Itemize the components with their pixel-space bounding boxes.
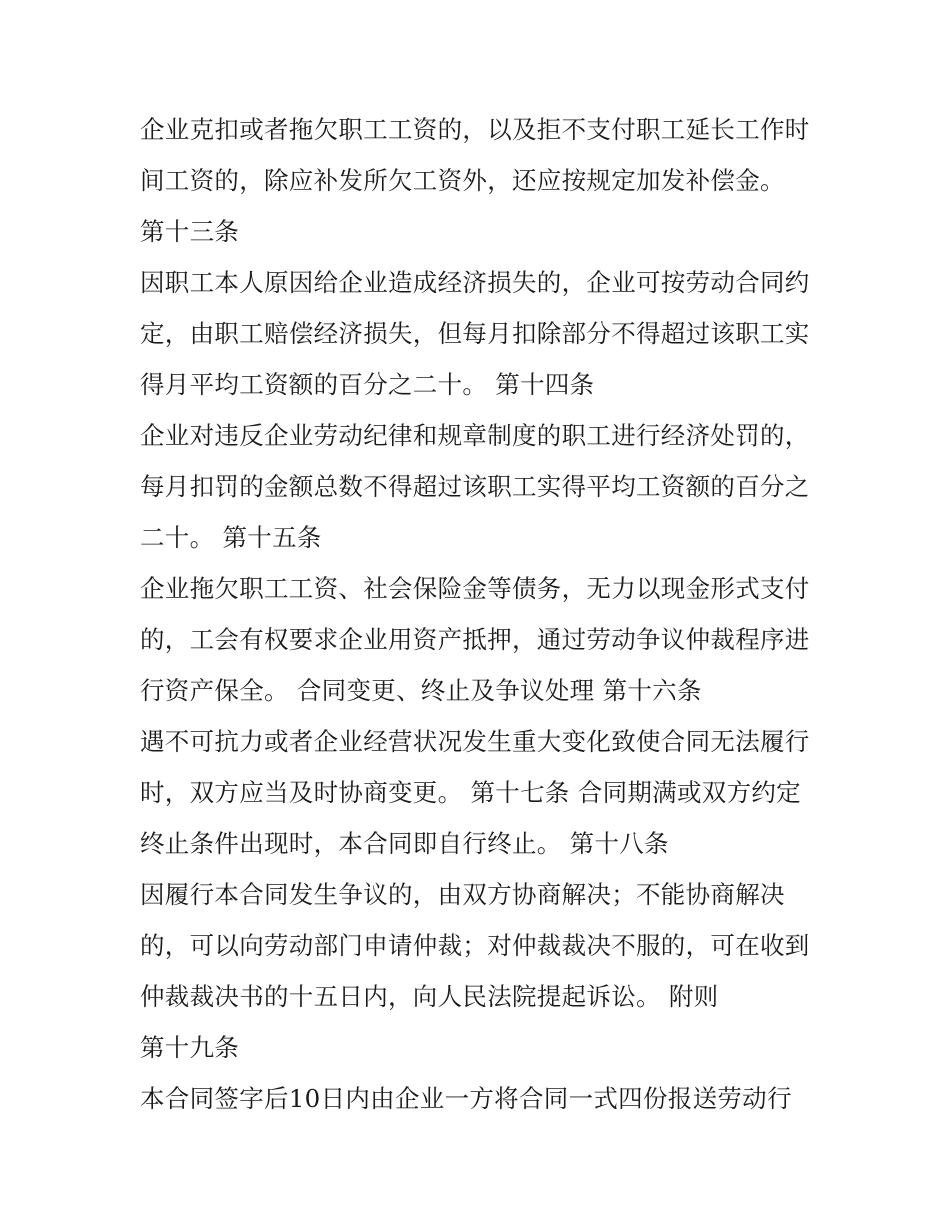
- text-line: 企业克扣或者拖欠职工工资的，以及拒不支付职工延长工作时: [140, 115, 810, 144]
- text-line: 的，工会有权要求企业用资产抵押，通过劳动争议仲裁程序进: [140, 625, 810, 654]
- text-line: 行资产保全。 合同变更、终止及争议处理 第十六条: [140, 676, 702, 705]
- text-line: 定，由职工赔偿经济损失，但每月扣除部分不得超过该职工实: [140, 319, 810, 348]
- text-line: 终止条件出现时，本合同即自行终止。 第十八条: [140, 829, 669, 858]
- article-heading: 第十九条: [140, 1033, 240, 1062]
- text-line: 每月扣罚的金额总数不得超过该职工实得平均工资额的百分之: [140, 472, 810, 501]
- text-line: 企业对违反企业劳动纪律和规章制度的职工进行经济处罚的，: [140, 421, 810, 450]
- text-line: 得月平均工资额的百分之二十。 第十四条: [140, 370, 595, 399]
- text-line: 因履行本合同发生争议的，由双方协商解决；不能协商解决: [140, 880, 785, 909]
- text-line: 的，可以向劳动部门申请仲裁；对仲裁裁决不服的，可在收到: [140, 931, 810, 960]
- text-line: 遇不可抗力或者企业经营状况发生重大变化致使合同无法履行: [140, 727, 810, 756]
- text-line: 时，双方应当及时协商变更。 第十七条 合同期满或双方约定: [140, 778, 801, 807]
- text-line: 二十。 第十五条: [140, 523, 322, 552]
- text-line: 因职工本人原因给企业造成经济损失的，企业可按劳动合同约: [140, 268, 810, 297]
- text-line: 仲裁裁决书的十五日内，向人民法院提起诉讼。 附则: [140, 982, 719, 1011]
- article-heading: 第十三条: [140, 217, 240, 246]
- text-line: 间工资的，除应补发所欠工资外，还应按规定加发补偿金。: [140, 166, 785, 195]
- text-line: 本合同签字后10日内由企业一方将合同一式四份报送劳动行: [140, 1084, 792, 1113]
- document-body: [140, 104, 820, 1124]
- text-line: 企业拖欠职工工资、社会保险金等债务，无力以现金形式支付: [140, 574, 810, 603]
